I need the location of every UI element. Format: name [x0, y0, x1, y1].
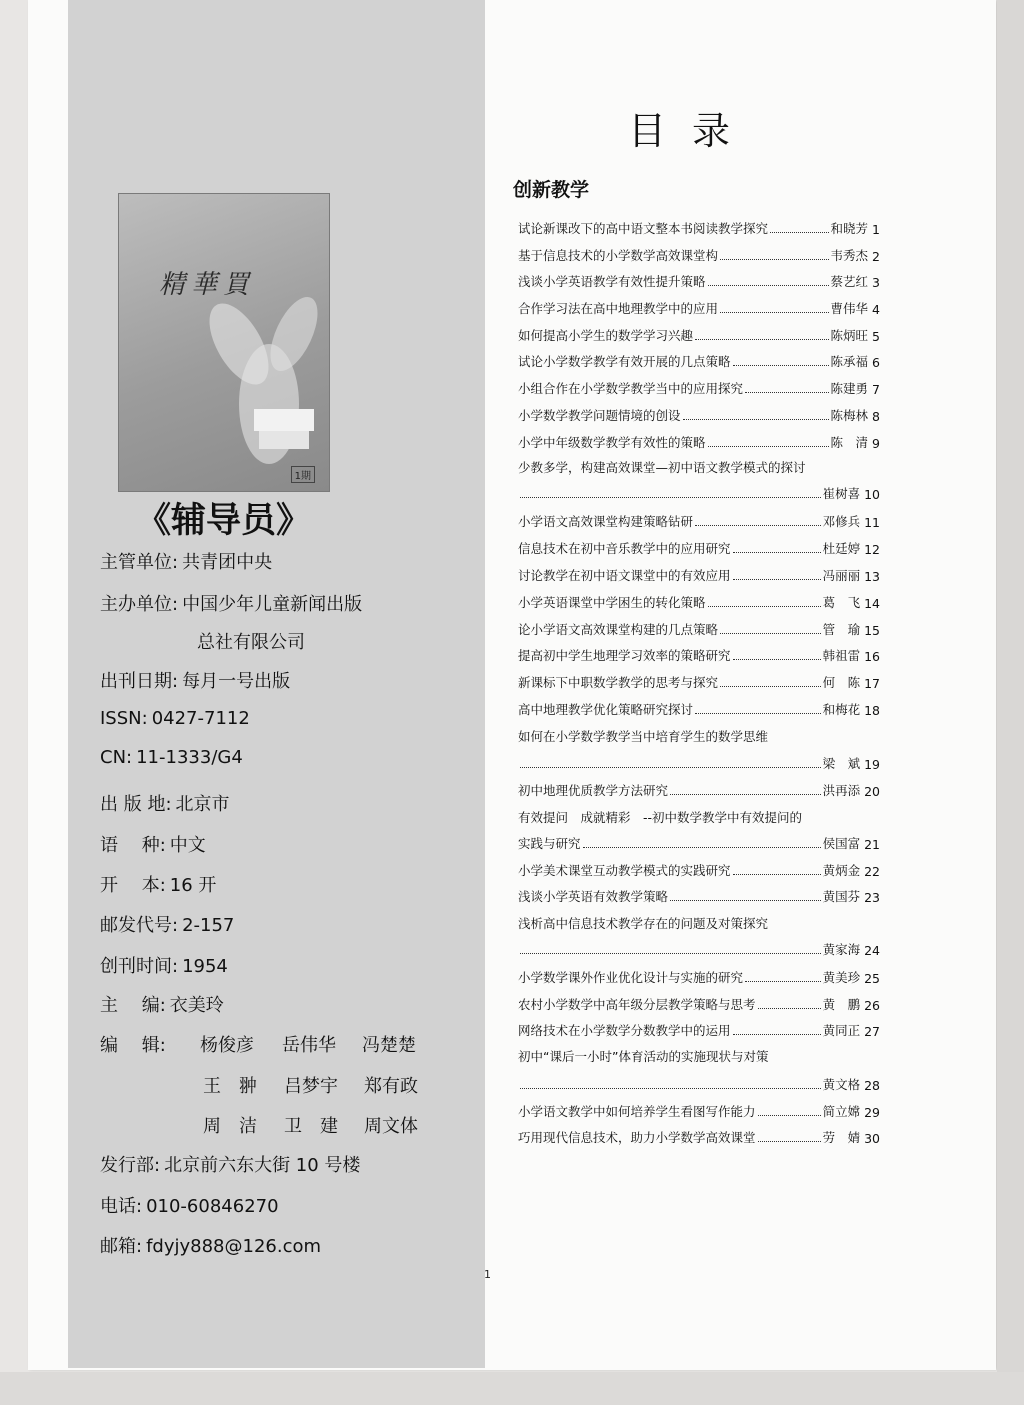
toc-entry-page: 20: [864, 784, 880, 799]
toc-entry[interactable]: [518, 781, 880, 799]
toc-entry-author: 曹伟华: [830, 301, 869, 316]
toc-entry[interactable]: [518, 968, 880, 986]
editor-name: 冯楚楚: [362, 1035, 416, 1056]
info-issn: ISSN: 0427-7112: [100, 708, 250, 729]
toc-section-heading: 创新教学: [513, 179, 590, 201]
toc-leader-dots: [745, 981, 821, 982]
toc-entry-title: 高中地理教学优化策略研究探讨: [518, 702, 694, 717]
toc-entry-title: 巧用现代信息技术，助力小学数学高效课堂: [518, 1130, 756, 1145]
toc-entry-author: 葛 飞: [822, 595, 861, 610]
toc-leader-dots: [695, 713, 821, 714]
toc-entry[interactable]: [518, 272, 880, 290]
toc-entry-title: 新课标下中职数学教学的思考与探究: [518, 675, 719, 690]
toc-leader-dots: [520, 1088, 821, 1089]
toc-entry-page: 30: [864, 1131, 880, 1146]
toc-entry-title: 网络技术在小学数学分数教学中的运用: [518, 1023, 731, 1038]
toc-entry[interactable]: [518, 940, 880, 958]
toc-entry[interactable]: [518, 484, 880, 502]
toc-entry-author: 崔树喜: [822, 486, 861, 501]
toc-entry[interactable]: [518, 1021, 880, 1039]
toc-entry-title: 小学数学教学问题情境的创设: [518, 408, 681, 423]
toc-entry[interactable]: [518, 1128, 880, 1146]
info-sponsor-cont: 总社有限公司: [197, 632, 305, 653]
toc-entry-title: 如何提高小学生的数学学习兴趣: [518, 328, 694, 343]
toc-entry-author: 黄炳金: [822, 863, 861, 878]
toc-entry-author: 黄 鹏: [822, 997, 861, 1012]
toc-leader-dots: [758, 1141, 821, 1142]
toc-entry-page: 19: [864, 757, 880, 772]
toc-entry-author: 杜廷婷: [822, 541, 861, 556]
editor-name: 吕梦宇: [284, 1076, 338, 1097]
toc-leader-dots: [720, 312, 829, 313]
toc-entry[interactable]: [518, 352, 880, 370]
toc-entry-page: 26: [864, 998, 880, 1013]
toc-entry-page: 12: [864, 542, 880, 557]
toc-entry-author: 黄美珍: [822, 970, 861, 985]
info-founded: 创刊时间: 1954: [100, 956, 228, 977]
toc-leader-dots: [733, 659, 821, 660]
toc-leader-dots: [745, 392, 829, 393]
toc-entry-author: 韦秀杰: [830, 248, 869, 263]
toc-entry-title: 浅谈小学英语有效教学策略: [518, 889, 669, 904]
info-email: 邮箱: fdyjy888@126.com: [100, 1236, 322, 1257]
cover-badge: 1期: [291, 466, 315, 483]
toc-entry-author: 和晓芳: [830, 221, 869, 236]
toc-entry-page: 22: [864, 864, 880, 879]
toc-leader-dots: [583, 847, 821, 848]
toc-leader-dots: [733, 365, 829, 366]
info-supervisor: 主管单位: 共青团中央: [100, 552, 273, 573]
editor-name: 岳伟华: [282, 1035, 336, 1056]
toc-entry[interactable]: [518, 1075, 880, 1093]
toc-entry-title: 小学中年级数学教学有效性的策略: [518, 435, 706, 450]
toc-entry-title: 小学美术课堂互动教学模式的实践研究: [518, 863, 731, 878]
toc-leader-dots: [758, 1008, 821, 1009]
toc-leader-dots: [683, 419, 829, 420]
toc-entry-page: 10: [864, 487, 880, 502]
editor-name: 周文体: [364, 1116, 418, 1137]
toc-entry-page: 8: [872, 409, 880, 424]
toc-entry-author: 黄文格: [822, 1077, 861, 1092]
toc-entry-page: 3: [872, 275, 880, 290]
toc-leader-dots: [670, 900, 821, 901]
info-format: 开 本: 16 开: [100, 875, 217, 896]
toc-entry-page: 29: [864, 1105, 880, 1120]
toc-entry-author: 和梅花: [822, 702, 861, 717]
toc-entry-title: 试论新课改下的高中语文整本书阅读教学探究: [518, 221, 769, 236]
toc-entry-page: 24: [864, 943, 880, 958]
toc-entry-author: 劳 婧: [822, 1130, 861, 1145]
info-place: 出 版 地: 北京市: [100, 794, 230, 815]
toc-leader-dots: [720, 259, 829, 260]
toc-entry[interactable]: [518, 887, 880, 905]
toc-entry-page: 7: [872, 382, 880, 397]
info-language: 语 种: 中文: [100, 835, 206, 856]
toc-entry-title: 初中“课后一小时”体育活动的实施现状与对策: [518, 1049, 769, 1064]
toc-entry-title: 小组合作在小学数学教学当中的应用探究: [518, 381, 744, 396]
toc-leader-dots: [733, 552, 821, 553]
toc-entry-author: 陈承福: [830, 354, 869, 369]
page-number: 1: [484, 1268, 491, 1281]
toc-entry-title: 合作学习法在高中地理教学中的应用: [518, 301, 719, 316]
magazine-name: 《辅导员》: [136, 500, 312, 541]
toc-entry-title: 小学语文高效课堂构建策略钻研: [518, 514, 694, 529]
toc-entry[interactable]: [518, 861, 880, 879]
toc-entry-author: 洪再添: [822, 783, 861, 798]
toc-entry-page: 1: [872, 222, 880, 237]
toc-entry-author: 邓修兵: [822, 514, 861, 529]
toc-entry[interactable]: [518, 246, 880, 264]
toc-entry[interactable]: [518, 700, 880, 718]
toc-entry[interactable]: [518, 593, 880, 611]
toc-leader-dots: [733, 579, 821, 580]
info-pub-date: 出刊日期: 每月一号出版: [100, 671, 291, 692]
toc-entry-author: 陈 清: [830, 435, 869, 450]
toc-entry-page: 18: [864, 703, 880, 718]
toc-title: 目录: [628, 109, 757, 153]
toc-entry-title: 有效提问 成就精彩 --初中数学教学中有效提问的: [518, 810, 803, 825]
toc-entry-title: 提高初中学生地理学习效率的策略研究: [518, 648, 731, 663]
info-phone: 电话: 010-60846270: [100, 1196, 279, 1217]
info-distribution: 发行部: 北京前六东大街 10 号楼: [100, 1155, 361, 1176]
toc-entry-title: 小学语文教学中如何培养学生看图写作能力: [518, 1104, 756, 1119]
toc-leader-dots: [520, 497, 821, 498]
toc-leader-dots: [695, 525, 821, 526]
toc-entry-page: 28: [864, 1078, 880, 1093]
toc-entry[interactable]: [518, 406, 880, 424]
editor-name: 卫 建: [284, 1116, 338, 1137]
info-cn: CN: 11-1333/G4: [100, 747, 243, 768]
cover-illustration: [119, 194, 329, 491]
toc-entry-page: 27: [864, 1024, 880, 1039]
toc-entry[interactable]: [518, 379, 880, 397]
info-editors: 编 辑:: [100, 1035, 166, 1056]
toc-entry-author: 陈建勇: [830, 381, 869, 396]
toc-entry-title: 浅析高中信息技术教学存在的问题及对策探究: [518, 916, 769, 931]
toc-entry-title: 讨论教学在初中语文课堂中的有效应用: [518, 568, 731, 583]
toc-leader-dots: [520, 953, 821, 954]
toc-entry-author: 侯国富: [822, 836, 861, 851]
toc-leader-dots: [520, 767, 821, 768]
toc-entry[interactable]: [518, 433, 880, 451]
toc-entry[interactable]: [518, 299, 880, 317]
toc-entry[interactable]: [518, 754, 880, 772]
toc-entry[interactable]: [518, 995, 880, 1013]
toc-entry-page: 14: [864, 596, 880, 611]
toc-leader-dots: [733, 1034, 821, 1035]
toc-entry-page: 17: [864, 676, 880, 691]
toc-entry-author: 黄同正: [822, 1023, 861, 1038]
info-postal-code: 邮发代号: 2-157: [100, 915, 235, 936]
toc-entry-title: 初中地理优质教学方法研究: [518, 783, 669, 798]
toc-leader-dots: [670, 794, 821, 795]
toc-entry-title: 少教多学，构建高效课堂—初中语文教学模式的探讨: [518, 460, 806, 475]
toc-entry-title: 试论小学数学教学有效开展的几点策略: [518, 354, 731, 369]
toc-entry-title: 论小学语文高效课堂构建的几点策略: [518, 622, 719, 637]
toc-entry-page: 13: [864, 569, 880, 584]
toc-leader-dots: [720, 686, 821, 687]
toc-entry-author: 陈炳旺: [830, 328, 869, 343]
toc-leader-dots: [720, 633, 821, 634]
info-sponsor: 主办单位: 中国少年儿童新闻出版: [100, 594, 363, 615]
toc-entry-author: 梁 斌: [822, 756, 861, 771]
toc-leader-dots: [758, 1115, 821, 1116]
toc-leader-dots: [708, 446, 829, 447]
toc-entry-page: 21: [864, 837, 880, 852]
toc-entry-title: 如何在小学数学教学当中培育学生的数学思维: [518, 729, 769, 744]
info-editor-in-chief: 主 编: 衣美玲: [100, 995, 224, 1016]
toc-entry-title: 实践与研究: [518, 836, 581, 851]
toc-entry-author: 蔡艺红: [830, 274, 869, 289]
toc-entry[interactable]: [518, 326, 880, 344]
toc-entry-author: 陈梅林: [830, 408, 869, 423]
toc-entry-author: 黄家海: [822, 942, 861, 957]
toc-entry[interactable]: [518, 1102, 880, 1120]
cover-title: 精華買: [159, 270, 256, 300]
toc-entry-author: 冯丽丽: [822, 568, 861, 583]
toc-leader-dots: [770, 232, 829, 233]
toc-entry-page: 25: [864, 971, 880, 986]
toc-entry-page: 5: [872, 329, 880, 344]
toc-entry-page: 15: [864, 623, 880, 638]
toc-entry[interactable]: [518, 512, 880, 530]
editor-name: 王 翀: [203, 1076, 257, 1097]
toc-entry-page: 23: [864, 890, 880, 905]
toc-leader-dots: [708, 285, 829, 286]
toc-entry-page: 2: [872, 249, 880, 264]
scan-edge-right: [997, 0, 1024, 1405]
editor-name: 郑有政: [364, 1076, 418, 1097]
toc-entry-title: 浅谈小学英语教学有效性提升策略: [518, 274, 706, 289]
toc-leader-dots: [733, 874, 821, 875]
toc-entry-author: 简立嫦: [822, 1104, 861, 1119]
toc-entry[interactable]: [518, 834, 880, 852]
toc-entry-title: 信息技术在初中音乐教学中的应用研究: [518, 541, 731, 556]
editor-name: 杨俊彦: [200, 1035, 254, 1056]
toc-entry-page: 6: [872, 355, 880, 370]
toc-entry[interactable]: [518, 219, 880, 237]
toc-entry-title: 小学数学课外作业优化设计与实施的研究: [518, 970, 744, 985]
toc-entry-page: 16: [864, 649, 880, 664]
toc-entry[interactable]: [518, 646, 880, 664]
toc-entry-title: 基于信息技术的小学数学高效课堂构: [518, 248, 719, 263]
toc-entry[interactable]: [518, 620, 880, 638]
toc-leader-dots: [708, 606, 821, 607]
toc-entry-author: 韩祖雷: [822, 648, 861, 663]
toc-leader-dots: [695, 339, 829, 340]
toc-entry-author: 管 瑜: [822, 622, 861, 637]
toc-entry-title: 农村小学数学中高年级分层教学策略与思考: [518, 997, 756, 1012]
toc-entry[interactable]: [518, 673, 880, 691]
toc-entry[interactable]: [518, 566, 880, 584]
toc-entry-page: 9: [872, 436, 880, 451]
toc-entry-title: 小学英语课堂中学困生的转化策略: [518, 595, 706, 610]
editor-name: 周 洁: [203, 1116, 257, 1137]
cover-image: [118, 193, 330, 492]
toc-entry-page: 4: [872, 302, 880, 317]
toc-entry[interactable]: [518, 539, 880, 557]
toc-entry-page: 11: [864, 515, 880, 530]
toc-entry-author: 黄国芬: [822, 889, 861, 904]
toc-entry-author: 何 陈: [822, 675, 861, 690]
scan-edge-bottom: [0, 1372, 1024, 1405]
